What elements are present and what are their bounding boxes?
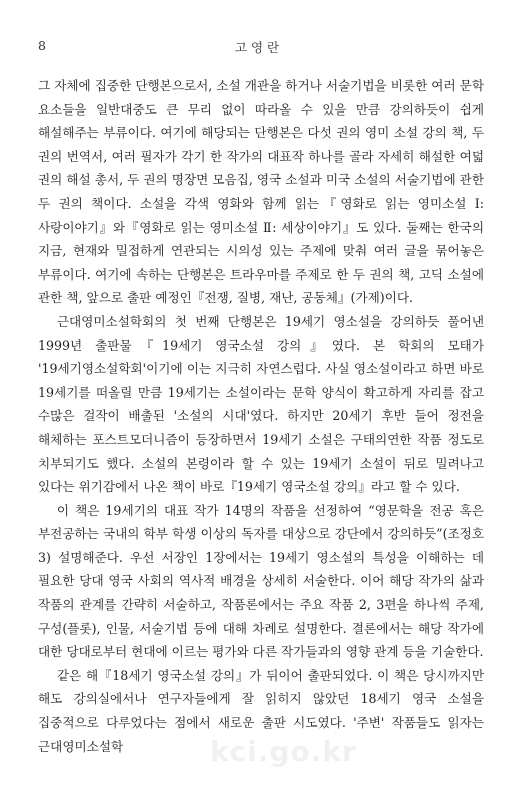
page-number: 8 bbox=[38, 38, 46, 53]
paragraph: 근대영미소설학회의 첫 번째 단행본은 19세기 영소설을 강의하듯 풀어낸 1999년 출판물『19세기 영국소설 강의』였다. 본 학회의 모태가 '19세기영소설학회'이기에 이는 지극히 자연스럽다. 사실 영소설이라고 하면 바로 19세기를 떠올릴 만큼 19세기는 소설이라는 문학 양식이 확고하게 자리를 잡고 수많은 걸작이 배출된 '소설의 시대'였다. 하지만 20세기 후반 들어 정전을 해체하는 포스트모더니즘이 등장하면서 19세기 소설은 구태의연한 작품 정도로 치부되기도 했다. 소설의 본령이라 할 수 있는 19세기 소설이 뒤로 밀려나고 있다는 위기감에서 나온 책이 바로『19세기 영국소설 강의』라고 할 수 있다. bbox=[38, 313, 484, 495]
paragraph: 이 책은 19세기의 대표 작가 14명의 작품을 선정하여 “영문학을 전공 혹은 부전공하는 국내의 학부 학생 이상의 독자를 대상으로 강단에서 강의하듯”(조정호 3) 설명해준다. 우선 서장인 1장에서는 19세기 영소설의 특성을 이해하는 데 필요한 당대 영국 사회의 역사적 배경을 상세히 서술한다. 이어 해당 작가의 삶과 작품의 관계를 간략히 서술하고, 작품론에서는 주요 작품 2, 3편을 하나씩 주제, 구성(플롯), 인물, 서술기법 등에 대해 차례로 설명한다. 결론에서는 해당 작가에 대한 당대로부터 현대에 이르는 평가와 다른 작가들과의 영향 관계 등을 기술한다. bbox=[38, 502, 484, 660]
paragraph: 그 자체에 집중한 단행본으로서, 소설 개관을 하거나 서술기법을 비롯한 여러 문학 요소들을 일반대중도 큰 무리 없이 따라올 수 있을 만큼 강의하듯이 쉽게 해설해주는 부류이다. 여기에 해당되는 단행본은 다섯 권의 영미 소설 강의 책, 두 권의 번역서, 여러 필자가 각기 한 작가의 대표작 하나를 골라 자세히 해설한 여덟 권의 해설 총서, 두 권의 명장면 모음집, 영국 소설과 미국 소설의 서술기법에 관한 두 권의 책이다. 소설을 각색 영화와 함께 읽는『영화로 읽는 영미소설 I: 사랑이야기』와『영화로 읽는 영미소설 Ⅱ: 세상이야기』도 있다. 둘째는 한국의 지금, 현재와 밀접하게 연관되는 시의성 있는 주제에 맞춰 여러 글을 묶어놓은 부류이다. 여기에 속하는 단행본은 트라우마를 주제로 한 두 권의 책, 고딕 소설에 관한 책, 앞으로 출판 예정인『전쟁, 질병, 재난, 공동체』(가제)이다. bbox=[38, 78, 484, 306]
page-header bbox=[38, 38, 480, 58]
watermark: kci.go.kr bbox=[210, 735, 357, 768]
body-text bbox=[38, 74, 484, 758]
paragraph: 같은 해『18세기 영국소설 강의』가 뒤이어 출판되었다. 이 책은 당시까지만 해도 강의실에서나 연구자들에게 잘 읽히지 않았던 18세기 영국 소설을 집중적으로 다루었다는 점에서 새로운 출판 시도였다. '주변' 작품들도 읽자는 근대영미소설학 bbox=[38, 667, 484, 754]
running-head: 고영란 bbox=[234, 40, 284, 55]
